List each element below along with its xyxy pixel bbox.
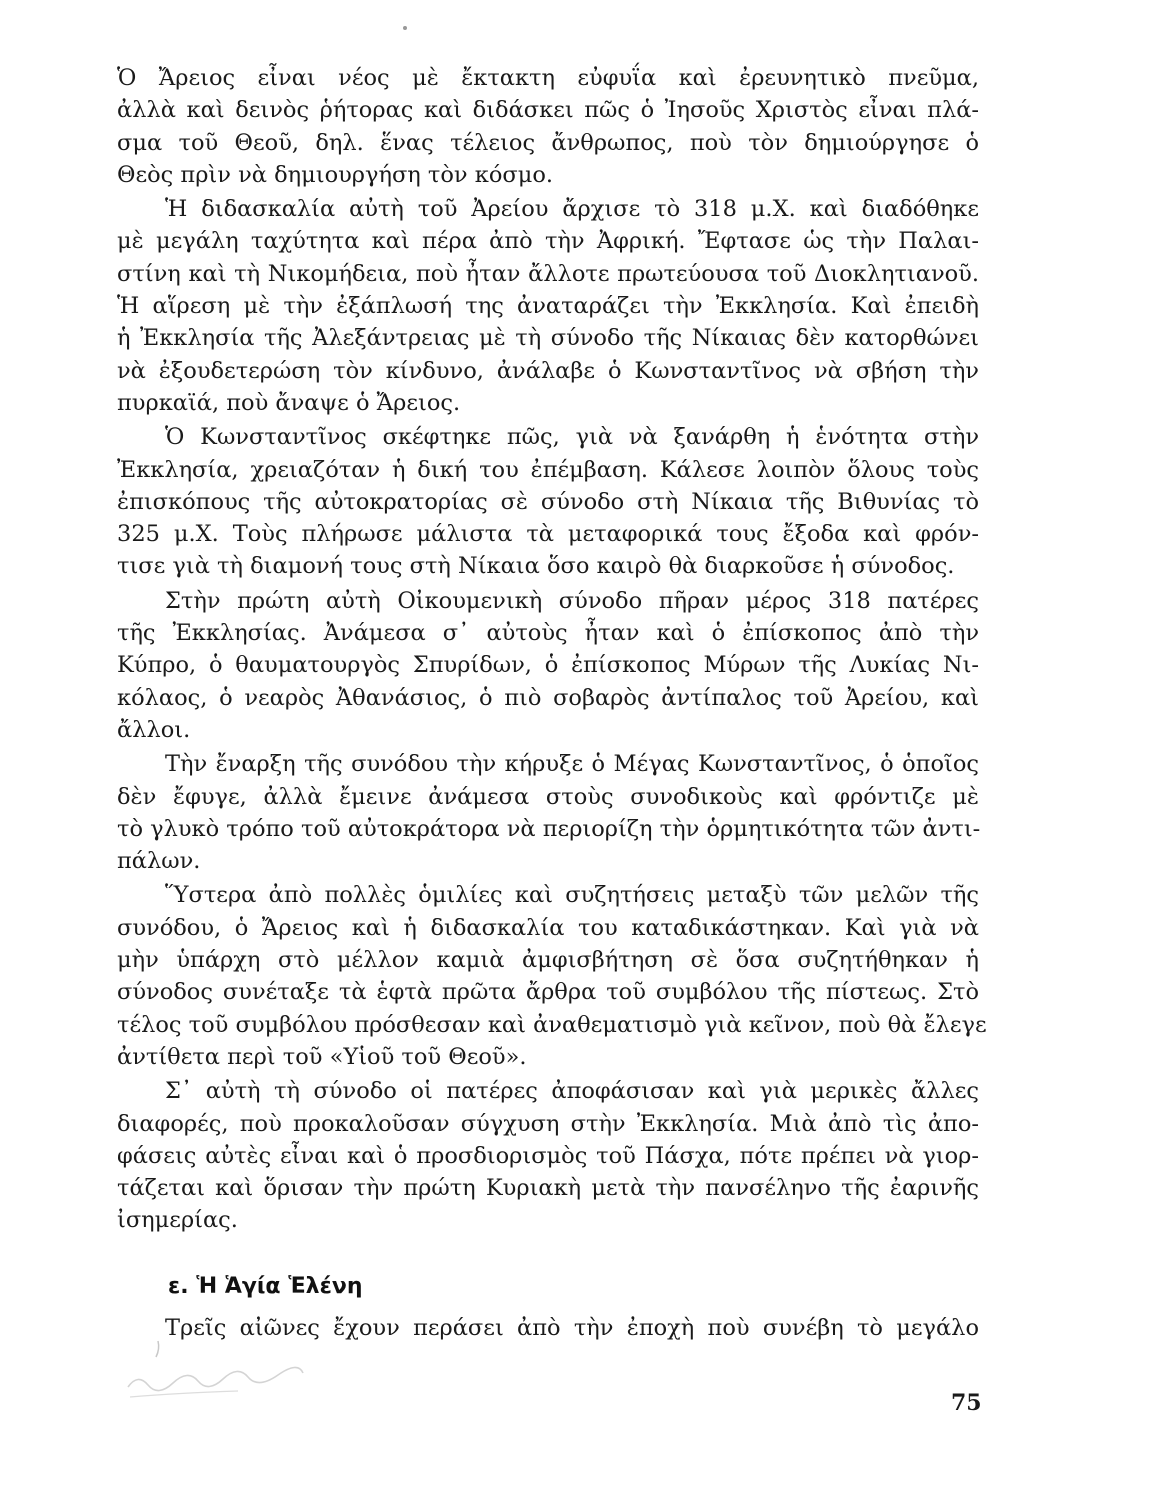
paragraph-line: Τὴν ἔναρξη τῆς συνόδου τὴν κήρυξε ὁ Μέγας Κωνσταντῖνος, ὁ ὁποῖος: [165, 751, 979, 778]
paragraph-line: φάσεις αὐτὲς εἶναι καὶ ὁ προσδιορισμὸς τοῦ Πάσχα, πότε πρέπει νὰ γιορ-: [117, 1142, 979, 1169]
paragraph-line: σύνοδος συνέταξε τὰ ἑφτὰ πρῶτα ἄρθρα τοῦ συμβόλου τῆς πίστεως. Στὸ: [117, 979, 979, 1006]
paragraph-line: ἐπισκόπους τῆς αὐτοκρατορίας σὲ σύνοδο στὴ Νίκαια τῆς Βιθυνίας τὸ: [117, 488, 979, 515]
paragraph-line: ἡ Ἐκκλησία τῆς Ἀλεξάντρειας μὲ τὴ σύνοδο τῆς Νίκαιας δὲν κατορθώνει: [117, 325, 979, 352]
paragraph: [117, 879, 987, 1073]
paragraph-line: ἰσημερίας.: [117, 1207, 238, 1234]
paragraph-line: Ὁ Κωνσταντῖνος σκέφτηκε πῶς, γιὰ νὰ ξανάρθη ἡ ἑνότητα στὴν: [165, 424, 979, 451]
paragraph-line: νὰ ἐξουδετερώση τὸν κίνδυνο, ἀνάλαβε ὁ Κωνσταντῖνος νὰ σβήση τὴν: [117, 357, 979, 384]
pencil-scribble: [118, 1335, 318, 1405]
paragraph-line: Ἡ διδασκαλία αὐτὴ τοῦ Ἀρείου ἄρχισε τὸ 318 μ.Χ. καὶ διαδόθηκε: [165, 196, 979, 223]
paragraph-line: τισε γιὰ τὴ διαμονή τους στὴ Νίκαια ὅσο καιρὸ θὰ διαρκοῦσε ἡ σύνοδος.: [117, 553, 955, 580]
paragraph-line: ἄλλοι.: [117, 716, 191, 743]
body-text: [117, 62, 987, 1239]
paragraph-line: μὴν ὑπάρχη στὸ μέλλον καμιὰ ἀμφισβήτηση σὲ ὅσα συζητήθηκαν ἡ: [117, 947, 979, 974]
paragraph-line: τέλος τοῦ συμβόλου πρόσθεσαν καὶ ἀναθεματισμὸ γιὰ κεῖνον, ποὺ θὰ ἔλεγε: [117, 1011, 987, 1038]
paragraph-line: ἀντίθετα περὶ τοῦ «Υἱοῦ τοῦ Θεοῦ».: [117, 1043, 527, 1070]
section-heading: ε. Ἡ Ἁγία Ἑλένη: [168, 1274, 363, 1299]
paragraph-line: πάλων.: [117, 848, 201, 875]
paragraph-line: δὲν ἔφυγε, ἀλλὰ ἔμεινε ἀνάμεσα στοὺς συνοδικοὺς καὶ φρόντιζε μὲ: [117, 783, 979, 810]
paragraph-line: Κύπρο, ὁ θαυματουργὸς Σπυρίδων, ὁ ἐπίσκοπος Μύρων τῆς Λυκίας Νι-: [117, 652, 979, 679]
paragraph-line: σμα τοῦ Θεοῦ, δηλ. ἕνας τέλειος ἄνθρωπος, ποὺ τὸν δημιούργησε ὁ: [117, 129, 979, 156]
paragraph-line: πυρκαϊά, ποὺ ἄναψε ὁ Ἄρειος.: [117, 389, 461, 416]
paragraph-line: Ὁ Ἄρειος εἶναι νέος μὲ ἔκτακτη εὐφυΐα καὶ ἐρευνητικὸ πνεῦμα,: [117, 65, 979, 91]
paragraph-line: τάζεται καὶ ὅρισαν τὴν πρώτη Κυριακὴ μετὰ τὴν πανσέληνο τῆς ἐαρινῆς: [117, 1175, 979, 1202]
paragraph-line: Ἐκκλησία, χρειαζόταν ἡ δική του ἐπέμβαση. Κάλεσε λοιπὸν ὅλους τοὺς: [117, 456, 979, 483]
paragraph: [117, 193, 979, 419]
paper-speck: [403, 26, 407, 30]
paragraph: [117, 1075, 979, 1236]
paragraph: [117, 421, 979, 582]
paragraph-line: μὲ μεγάλη ταχύτητα καὶ πέρα ἀπὸ τὴν Ἀφρική. Ἔφτασε ὡς τὴν Παλαι-: [117, 228, 979, 255]
paragraph-line: Στὴν πρώτη αὐτὴ Οἰκουμενικὴ σύνοδο πῆραν μέρος 318 πατέρες: [165, 587, 979, 614]
paragraph-line: Θεὸς πρὶν νὰ δημιουργήση τὸν κόσμο.: [117, 161, 554, 188]
paragraph-line: διαφορές, ποὺ προκαλοῦσαν σύγχυση στὴν Ἐκκλησία. Μιὰ ἀπὸ τὶς ἀπο-: [117, 1110, 979, 1137]
paragraph-line: 325 μ.Χ. Τοὺς πλήρωσε μάλιστα τὰ μεταφορικά τους ἔξοδα καὶ φρόν-: [117, 521, 979, 548]
paragraph-line: ἀλλὰ καὶ δεινὸς ῥήτορας καὶ διδάσκει πῶς ὁ Ἰησοῦς Χριστὸς εἶναι πλά-: [117, 97, 979, 124]
paragraph-line: Ἡ αἵρεση μὲ τὴν ἐξάπλωσή της ἀναταράζει τὴν Ἐκκλησία. Καὶ ἐπειδὴ: [117, 293, 979, 320]
paragraph: [117, 585, 979, 746]
paragraph: [117, 62, 979, 191]
paragraph-line: κόλαος, ὁ νεαρὸς Ἀθανάσιος, ὁ πιὸ σοβαρὸς ἀντίπαλος τοῦ Ἀρείου, καὶ: [117, 684, 979, 711]
paragraph: [117, 748, 979, 877]
paragraph-line: Ὕστερα ἀπὸ πολλὲς ὁμιλίες καὶ συζητήσεις μεταξὺ τῶν μελῶν τῆς: [165, 882, 979, 909]
paragraph-line: τὸ γλυκὸ τρόπο τοῦ αὐτοκράτορα νὰ περιορίζη τὴν ὁρμητικότητα τῶν ἀντι-: [117, 815, 981, 842]
paragraph-line: Σ᾽ αὐτὴ τὴ σύνοδο οἱ πατέρες ἀποφάσισαν καὶ γιὰ μερικὲς ἄλλες: [165, 1078, 979, 1105]
paragraph-line: στίνη καὶ τὴ Νικομήδεια, ποὺ ἦταν ἄλλοτε πρωτεύουσα τοῦ Διοκλητιανοῦ.: [117, 260, 979, 287]
paragraph-line: τῆς Ἐκκλησίας. Ἀνάμεσα σ᾽ αὐτοὺς ἦταν καὶ ὁ ἐπίσκοπος ἀπὸ τὴν: [117, 620, 979, 647]
paragraph-line: Τρεῖς αἰῶνες ἔχουν περάσει ἀπὸ τὴν ἐποχὴ ποὺ συνέβη τὸ μεγάλο: [165, 1315, 979, 1341]
paragraph-line: συνόδου, ὁ Ἄρειος καὶ ἡ διδασκαλία του καταδικάστηκαν. Καὶ γιὰ νὰ: [117, 914, 979, 941]
page-number: 75: [951, 1390, 982, 1416]
